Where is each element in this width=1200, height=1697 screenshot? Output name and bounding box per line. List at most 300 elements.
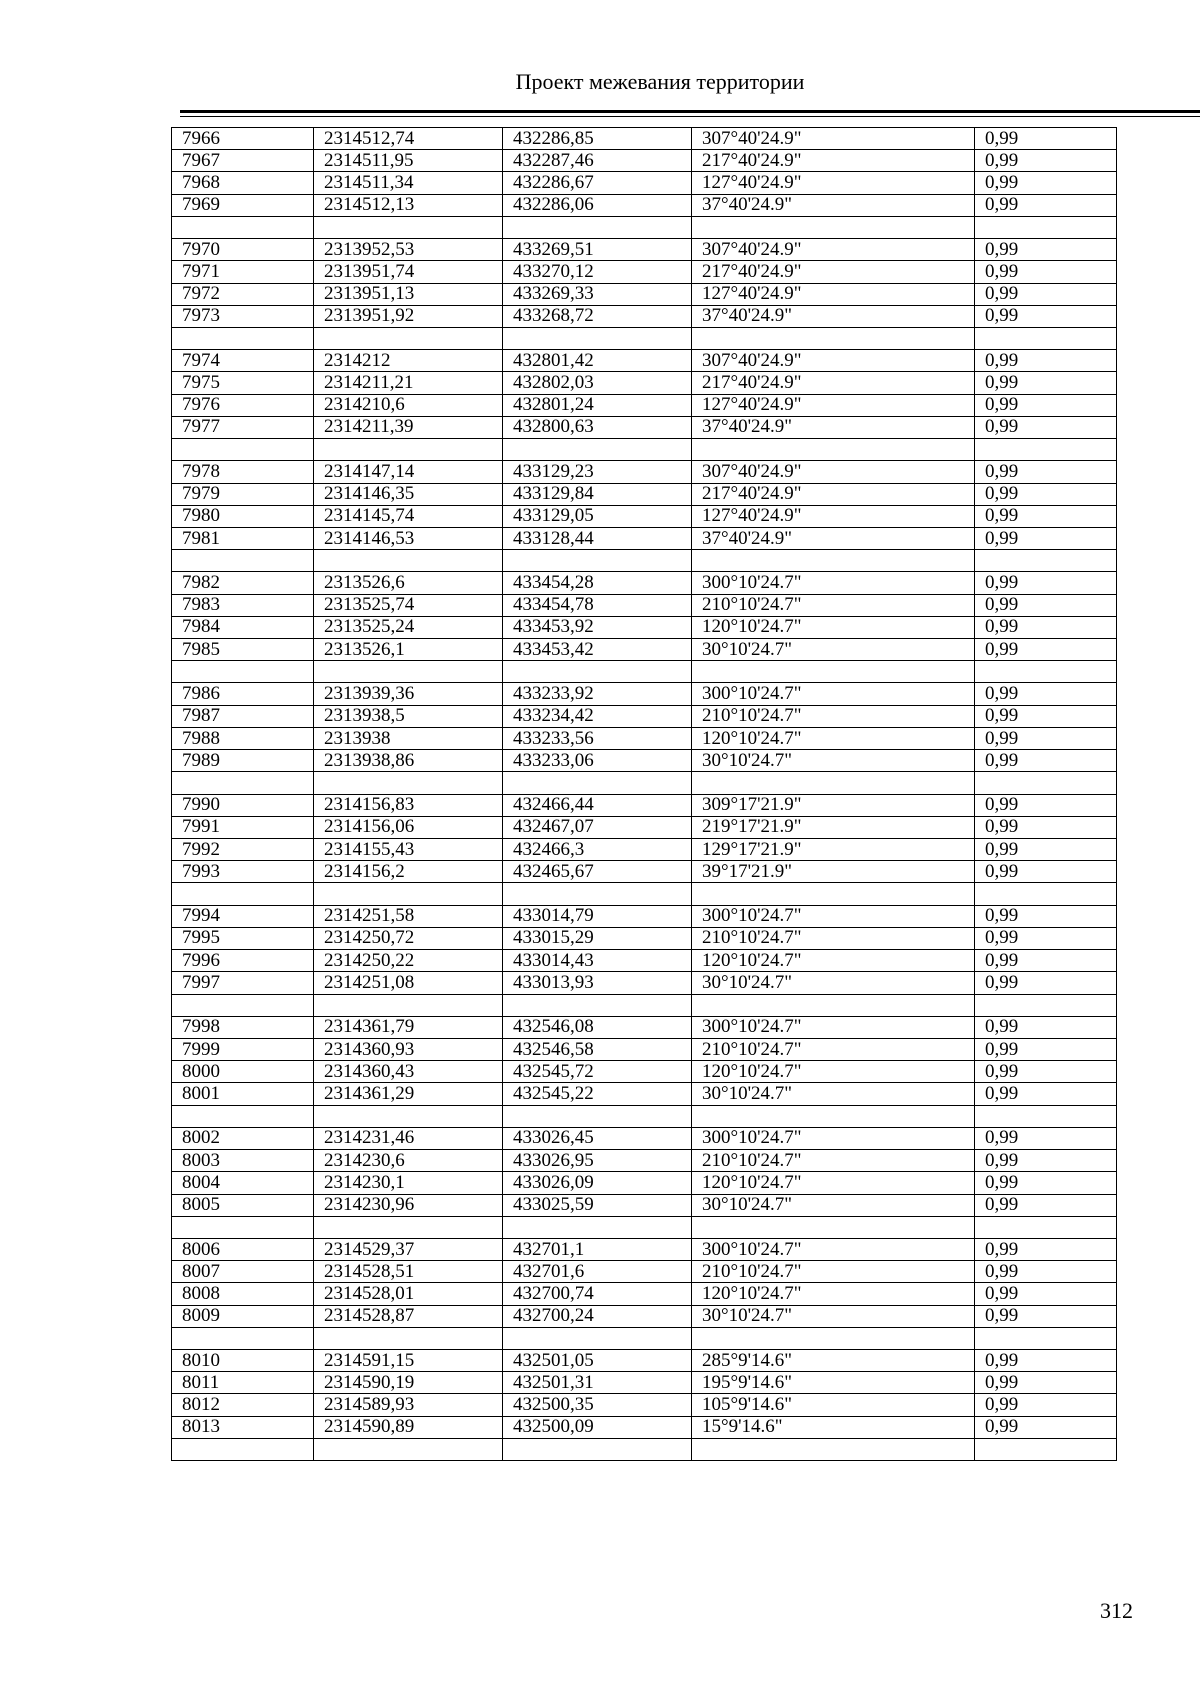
distance-cell: [975, 1216, 1117, 1238]
bearing-cell: 210°10'24.7": [692, 1038, 975, 1060]
bearing-cell: [692, 1105, 975, 1127]
bearing-cell: 210°10'24.7": [692, 927, 975, 949]
y-coordinate-cell: [503, 1105, 692, 1127]
x-coordinate-cell: [314, 216, 503, 238]
bearing-cell: 300°10'24.7": [692, 572, 975, 594]
x-coordinate-cell: [314, 883, 503, 905]
distance-cell: 0,99: [975, 1150, 1117, 1172]
y-coordinate-cell: 433026,09: [503, 1172, 692, 1194]
table-row: [172, 883, 1117, 905]
distance-cell: 0,99: [975, 861, 1117, 883]
y-coordinate-cell: [503, 1327, 692, 1349]
distance-cell: 0,99: [975, 705, 1117, 727]
bearing-cell: [692, 1438, 975, 1460]
x-coordinate-cell: 2314590,89: [314, 1416, 503, 1438]
x-coordinate-cell: 2314528,01: [314, 1283, 503, 1305]
table-row: [172, 905, 1117, 927]
bearing-cell: 37°40'24.9": [692, 527, 975, 549]
distance-cell: [975, 1105, 1117, 1127]
y-coordinate-cell: 432467,07: [503, 816, 692, 838]
y-coordinate-cell: [503, 994, 692, 1016]
table-row: [172, 372, 1117, 394]
x-coordinate-cell: 2314251,08: [314, 972, 503, 994]
bearing-cell: 307°40'24.9": [692, 128, 975, 150]
bearing-cell: 120°10'24.7": [692, 616, 975, 638]
distance-cell: 0,99: [975, 727, 1117, 749]
point-number-cell: 7988: [172, 727, 314, 749]
bearing-cell: 129°17'21.9": [692, 839, 975, 861]
bearing-cell: 217°40'24.9": [692, 261, 975, 283]
x-coordinate-cell: [314, 1105, 503, 1127]
point-number-cell: 7980: [172, 505, 314, 527]
distance-cell: 0,99: [975, 461, 1117, 483]
table-row: [172, 839, 1117, 861]
x-coordinate-cell: 2314251,58: [314, 905, 503, 927]
table-row: [172, 194, 1117, 216]
table-row: [172, 1327, 1117, 1349]
table-row: [172, 616, 1117, 638]
y-coordinate-cell: 432286,85: [503, 128, 692, 150]
distance-cell: 0,99: [975, 1194, 1117, 1216]
x-coordinate-cell: 2314156,06: [314, 816, 503, 838]
bearing-cell: 120°10'24.7": [692, 727, 975, 749]
y-coordinate-cell: 432700,74: [503, 1283, 692, 1305]
y-coordinate-cell: 433015,29: [503, 927, 692, 949]
y-coordinate-cell: 432801,24: [503, 394, 692, 416]
y-coordinate-cell: 432801,42: [503, 350, 692, 372]
bearing-cell: 300°10'24.7": [692, 1016, 975, 1038]
distance-cell: 0,99: [975, 816, 1117, 838]
table-row: [172, 705, 1117, 727]
y-coordinate-cell: 433234,42: [503, 705, 692, 727]
point-number-cell: 8010: [172, 1350, 314, 1372]
x-coordinate-cell: 2314250,72: [314, 927, 503, 949]
table-row: [172, 927, 1117, 949]
point-number-cell: [172, 1216, 314, 1238]
bearing-cell: [692, 661, 975, 683]
point-number-cell: [172, 883, 314, 905]
x-coordinate-cell: 2313938,86: [314, 750, 503, 772]
bearing-cell: 37°40'24.9": [692, 194, 975, 216]
bearing-cell: 300°10'24.7": [692, 1127, 975, 1149]
point-number-cell: 8008: [172, 1283, 314, 1305]
point-number-cell: 7989: [172, 750, 314, 772]
point-number-cell: [172, 772, 314, 794]
distance-cell: 0,99: [975, 305, 1117, 327]
table-row: [172, 1261, 1117, 1283]
x-coordinate-cell: 2314145,74: [314, 505, 503, 527]
x-coordinate-cell: 2313526,1: [314, 639, 503, 661]
distance-cell: 0,99: [975, 1061, 1117, 1083]
distance-cell: 0,99: [975, 639, 1117, 661]
table-row: [172, 261, 1117, 283]
distance-cell: 0,99: [975, 505, 1117, 527]
point-number-cell: [172, 1105, 314, 1127]
y-coordinate-cell: 433453,92: [503, 616, 692, 638]
table-row: [172, 1394, 1117, 1416]
x-coordinate-cell: [314, 1327, 503, 1349]
point-number-cell: [172, 216, 314, 238]
table-row: [172, 128, 1117, 150]
table-row: [172, 505, 1117, 527]
bearing-cell: [692, 550, 975, 572]
y-coordinate-cell: 432466,44: [503, 794, 692, 816]
bearing-cell: 120°10'24.7": [692, 950, 975, 972]
distance-cell: 0,99: [975, 416, 1117, 438]
bearing-cell: [692, 327, 975, 349]
distance-cell: [975, 439, 1117, 461]
y-coordinate-cell: 432800,63: [503, 416, 692, 438]
bearing-cell: 127°40'24.9": [692, 172, 975, 194]
bearing-cell: 30°10'24.7": [692, 750, 975, 772]
bearing-cell: 210°10'24.7": [692, 705, 975, 727]
distance-cell: 0,99: [975, 283, 1117, 305]
point-number-cell: 7990: [172, 794, 314, 816]
table-row: [172, 727, 1117, 749]
distance-cell: 0,99: [975, 839, 1117, 861]
distance-cell: [975, 550, 1117, 572]
y-coordinate-cell: 433013,93: [503, 972, 692, 994]
distance-cell: 0,99: [975, 1350, 1117, 1372]
point-number-cell: [172, 327, 314, 349]
y-coordinate-cell: 433454,78: [503, 594, 692, 616]
y-coordinate-cell: 432701,1: [503, 1238, 692, 1260]
coordinates-table: [171, 127, 1117, 1461]
point-number-cell: 7979: [172, 483, 314, 505]
distance-cell: 0,99: [975, 1283, 1117, 1305]
y-coordinate-cell: 432501,31: [503, 1372, 692, 1394]
bearing-cell: 15°9'14.6": [692, 1416, 975, 1438]
x-coordinate-cell: 2314146,35: [314, 483, 503, 505]
x-coordinate-cell: [314, 1438, 503, 1460]
table-row: [172, 327, 1117, 349]
y-coordinate-cell: 433269,33: [503, 283, 692, 305]
bearing-cell: [692, 216, 975, 238]
point-number-cell: 7991: [172, 816, 314, 838]
table-row: [172, 1061, 1117, 1083]
distance-cell: 0,99: [975, 950, 1117, 972]
distance-cell: 0,99: [975, 372, 1117, 394]
bearing-cell: 30°10'24.7": [692, 1305, 975, 1327]
table-row: [172, 172, 1117, 194]
page-header-title: Проект межевания территории: [515, 69, 805, 94]
x-coordinate-cell: 2314512,13: [314, 194, 503, 216]
table-row: [172, 750, 1117, 772]
point-number-cell: 8011: [172, 1372, 314, 1394]
x-coordinate-cell: 2314360,93: [314, 1038, 503, 1060]
y-coordinate-cell: 432545,22: [503, 1083, 692, 1105]
distance-cell: [975, 216, 1117, 238]
distance-cell: 0,99: [975, 527, 1117, 549]
bearing-cell: [692, 772, 975, 794]
bearing-cell: 300°10'24.7": [692, 1238, 975, 1260]
y-coordinate-cell: 432466,3: [503, 839, 692, 861]
x-coordinate-cell: 2314156,2: [314, 861, 503, 883]
distance-cell: 0,99: [975, 1083, 1117, 1105]
bearing-cell: 219°17'21.9": [692, 816, 975, 838]
x-coordinate-cell: [314, 439, 503, 461]
point-number-cell: [172, 1438, 314, 1460]
page-number: 312: [1100, 1598, 1133, 1623]
table-row: [172, 1372, 1117, 1394]
y-coordinate-cell: 432500,09: [503, 1416, 692, 1438]
distance-cell: 0,99: [975, 572, 1117, 594]
distance-cell: [975, 661, 1117, 683]
bearing-cell: 217°40'24.9": [692, 150, 975, 172]
y-coordinate-cell: 433014,79: [503, 905, 692, 927]
table-row: [172, 461, 1117, 483]
distance-cell: 0,99: [975, 1416, 1117, 1438]
x-coordinate-cell: 2314212: [314, 350, 503, 372]
x-coordinate-cell: 2313526,6: [314, 572, 503, 594]
point-number-cell: 7973: [172, 305, 314, 327]
table-row: [172, 639, 1117, 661]
x-coordinate-cell: 2314361,29: [314, 1083, 503, 1105]
point-number-cell: 7985: [172, 639, 314, 661]
x-coordinate-cell: 2314512,74: [314, 128, 503, 150]
y-coordinate-cell: 433128,44: [503, 527, 692, 549]
distance-cell: 0,99: [975, 128, 1117, 150]
y-coordinate-cell: [503, 1216, 692, 1238]
point-number-cell: 7968: [172, 172, 314, 194]
x-coordinate-cell: [314, 772, 503, 794]
point-number-cell: 8013: [172, 1416, 314, 1438]
y-coordinate-cell: 433014,43: [503, 950, 692, 972]
bearing-cell: 127°40'24.9": [692, 394, 975, 416]
point-number-cell: 7970: [172, 239, 314, 261]
table-row: [172, 1416, 1117, 1438]
bearing-cell: 300°10'24.7": [692, 905, 975, 927]
table-row: [172, 1172, 1117, 1194]
point-number-cell: 7978: [172, 461, 314, 483]
distance-cell: 0,99: [975, 150, 1117, 172]
distance-cell: 0,99: [975, 1238, 1117, 1260]
y-coordinate-cell: 432701,6: [503, 1261, 692, 1283]
y-coordinate-cell: [503, 550, 692, 572]
distance-cell: [975, 1438, 1117, 1460]
point-number-cell: 7996: [172, 950, 314, 972]
y-coordinate-cell: 433270,12: [503, 261, 692, 283]
distance-cell: 0,99: [975, 794, 1117, 816]
table-row: [172, 1105, 1117, 1127]
x-coordinate-cell: 2314589,93: [314, 1394, 503, 1416]
bearing-cell: 127°40'24.9": [692, 505, 975, 527]
y-coordinate-cell: 433129,23: [503, 461, 692, 483]
table-row: [172, 572, 1117, 594]
x-coordinate-cell: 2314250,22: [314, 950, 503, 972]
y-coordinate-cell: 433129,05: [503, 505, 692, 527]
y-coordinate-cell: 433233,92: [503, 683, 692, 705]
table-row: [172, 1127, 1117, 1149]
x-coordinate-cell: 2314528,51: [314, 1261, 503, 1283]
table-row: [172, 550, 1117, 572]
x-coordinate-cell: 2313938: [314, 727, 503, 749]
point-number-cell: 7995: [172, 927, 314, 949]
bearing-cell: 210°10'24.7": [692, 1150, 975, 1172]
y-coordinate-cell: [503, 327, 692, 349]
point-number-cell: 7977: [172, 416, 314, 438]
x-coordinate-cell: [314, 1216, 503, 1238]
distance-cell: 0,99: [975, 1172, 1117, 1194]
point-number-cell: 7972: [172, 283, 314, 305]
table-row: [172, 483, 1117, 505]
bearing-cell: [692, 883, 975, 905]
y-coordinate-cell: [503, 1438, 692, 1460]
point-number-cell: 7981: [172, 527, 314, 549]
x-coordinate-cell: 2314211,39: [314, 416, 503, 438]
table-row: [172, 239, 1117, 261]
bearing-cell: 39°17'21.9": [692, 861, 975, 883]
distance-cell: 0,99: [975, 350, 1117, 372]
point-number-cell: 8009: [172, 1305, 314, 1327]
x-coordinate-cell: 2314361,79: [314, 1016, 503, 1038]
bearing-cell: 285°9'14.6": [692, 1350, 975, 1372]
y-coordinate-cell: 432287,46: [503, 150, 692, 172]
point-number-cell: 7983: [172, 594, 314, 616]
distance-cell: 0,99: [975, 1016, 1117, 1038]
table-row: [172, 527, 1117, 549]
table-row: [172, 972, 1117, 994]
bearing-cell: 300°10'24.7": [692, 683, 975, 705]
y-coordinate-cell: 433233,56: [503, 727, 692, 749]
distance-cell: 0,99: [975, 972, 1117, 994]
table-row: [172, 661, 1117, 683]
y-coordinate-cell: 433269,51: [503, 239, 692, 261]
point-number-cell: [172, 661, 314, 683]
bearing-cell: 105°9'14.6": [692, 1394, 975, 1416]
x-coordinate-cell: [314, 661, 503, 683]
table-row: [172, 1305, 1117, 1327]
y-coordinate-cell: 432546,08: [503, 1016, 692, 1038]
y-coordinate-cell: 432286,67: [503, 172, 692, 194]
distance-cell: 0,99: [975, 683, 1117, 705]
distance-cell: 0,99: [975, 1261, 1117, 1283]
point-number-cell: 8012: [172, 1394, 314, 1416]
table-row: [172, 1150, 1117, 1172]
x-coordinate-cell: 2313938,5: [314, 705, 503, 727]
point-number-cell: 7992: [172, 839, 314, 861]
bearing-cell: 210°10'24.7": [692, 1261, 975, 1283]
point-number-cell: 7997: [172, 972, 314, 994]
point-number-cell: 7975: [172, 372, 314, 394]
distance-cell: [975, 883, 1117, 905]
bearing-cell: 195°9'14.6": [692, 1372, 975, 1394]
point-number-cell: 8007: [172, 1261, 314, 1283]
y-coordinate-cell: 433233,06: [503, 750, 692, 772]
table-row: [172, 994, 1117, 1016]
header-rule-thin: [180, 116, 1200, 117]
table-row: [172, 416, 1117, 438]
y-coordinate-cell: 432700,24: [503, 1305, 692, 1327]
x-coordinate-cell: 2314529,37: [314, 1238, 503, 1260]
table-row: [172, 816, 1117, 838]
bearing-cell: 210°10'24.7": [692, 594, 975, 616]
point-number-cell: 8002: [172, 1127, 314, 1149]
table-row: [172, 1016, 1117, 1038]
y-coordinate-cell: 432545,72: [503, 1061, 692, 1083]
x-coordinate-cell: 2313951,92: [314, 305, 503, 327]
x-coordinate-cell: 2313952,53: [314, 239, 503, 261]
bearing-cell: 30°10'24.7": [692, 639, 975, 661]
distance-cell: 0,99: [975, 594, 1117, 616]
point-number-cell: 7984: [172, 616, 314, 638]
point-number-cell: [172, 550, 314, 572]
x-coordinate-cell: [314, 550, 503, 572]
distance-cell: 0,99: [975, 194, 1117, 216]
point-number-cell: 7982: [172, 572, 314, 594]
point-number-cell: [172, 994, 314, 1016]
x-coordinate-cell: 2314230,96: [314, 1194, 503, 1216]
x-coordinate-cell: 2314230,6: [314, 1150, 503, 1172]
point-number-cell: 8000: [172, 1061, 314, 1083]
bearing-cell: [692, 1327, 975, 1349]
x-coordinate-cell: 2313525,74: [314, 594, 503, 616]
y-coordinate-cell: 433268,72: [503, 305, 692, 327]
y-coordinate-cell: 432465,67: [503, 861, 692, 883]
y-coordinate-cell: 433026,45: [503, 1127, 692, 1149]
table-row: [172, 439, 1117, 461]
point-number-cell: 8006: [172, 1238, 314, 1260]
point-number-cell: 7966: [172, 128, 314, 150]
bearing-cell: 30°10'24.7": [692, 972, 975, 994]
bearing-cell: 37°40'24.9": [692, 416, 975, 438]
distance-cell: 0,99: [975, 1127, 1117, 1149]
distance-cell: 0,99: [975, 261, 1117, 283]
x-coordinate-cell: 2314155,43: [314, 839, 503, 861]
table-row: [172, 1216, 1117, 1238]
bearing-cell: 307°40'24.9": [692, 350, 975, 372]
bearing-cell: [692, 994, 975, 1016]
x-coordinate-cell: 2313951,74: [314, 261, 503, 283]
y-coordinate-cell: 432500,35: [503, 1394, 692, 1416]
bearing-cell: 30°10'24.7": [692, 1083, 975, 1105]
y-coordinate-cell: 433453,42: [503, 639, 692, 661]
table-row: [172, 1283, 1117, 1305]
x-coordinate-cell: 2314156,83: [314, 794, 503, 816]
table-row: [172, 305, 1117, 327]
x-coordinate-cell: 2314528,87: [314, 1305, 503, 1327]
distance-cell: 0,99: [975, 1038, 1117, 1060]
bearing-cell: [692, 439, 975, 461]
distance-cell: [975, 994, 1117, 1016]
x-coordinate-cell: 2314511,34: [314, 172, 503, 194]
table-row: [172, 1438, 1117, 1460]
x-coordinate-cell: [314, 994, 503, 1016]
bearing-cell: 307°40'24.9": [692, 239, 975, 261]
table-row: [172, 594, 1117, 616]
table-row: [172, 1194, 1117, 1216]
x-coordinate-cell: 2314210,6: [314, 394, 503, 416]
coordinates-table-body: [172, 128, 1117, 1461]
distance-cell: 0,99: [975, 927, 1117, 949]
x-coordinate-cell: [314, 327, 503, 349]
distance-cell: 0,99: [975, 483, 1117, 505]
point-number-cell: 7974: [172, 350, 314, 372]
x-coordinate-cell: 2314230,1: [314, 1172, 503, 1194]
point-number-cell: 7993: [172, 861, 314, 883]
point-number-cell: [172, 439, 314, 461]
distance-cell: 0,99: [975, 172, 1117, 194]
distance-cell: 0,99: [975, 1305, 1117, 1327]
table-row: [172, 1038, 1117, 1060]
point-number-cell: 8001: [172, 1083, 314, 1105]
distance-cell: 0,99: [975, 1372, 1117, 1394]
bearing-cell: 120°10'24.7": [692, 1172, 975, 1194]
table-row: [172, 950, 1117, 972]
distance-cell: 0,99: [975, 905, 1117, 927]
table-row: [172, 861, 1117, 883]
bearing-cell: 30°10'24.7": [692, 1194, 975, 1216]
